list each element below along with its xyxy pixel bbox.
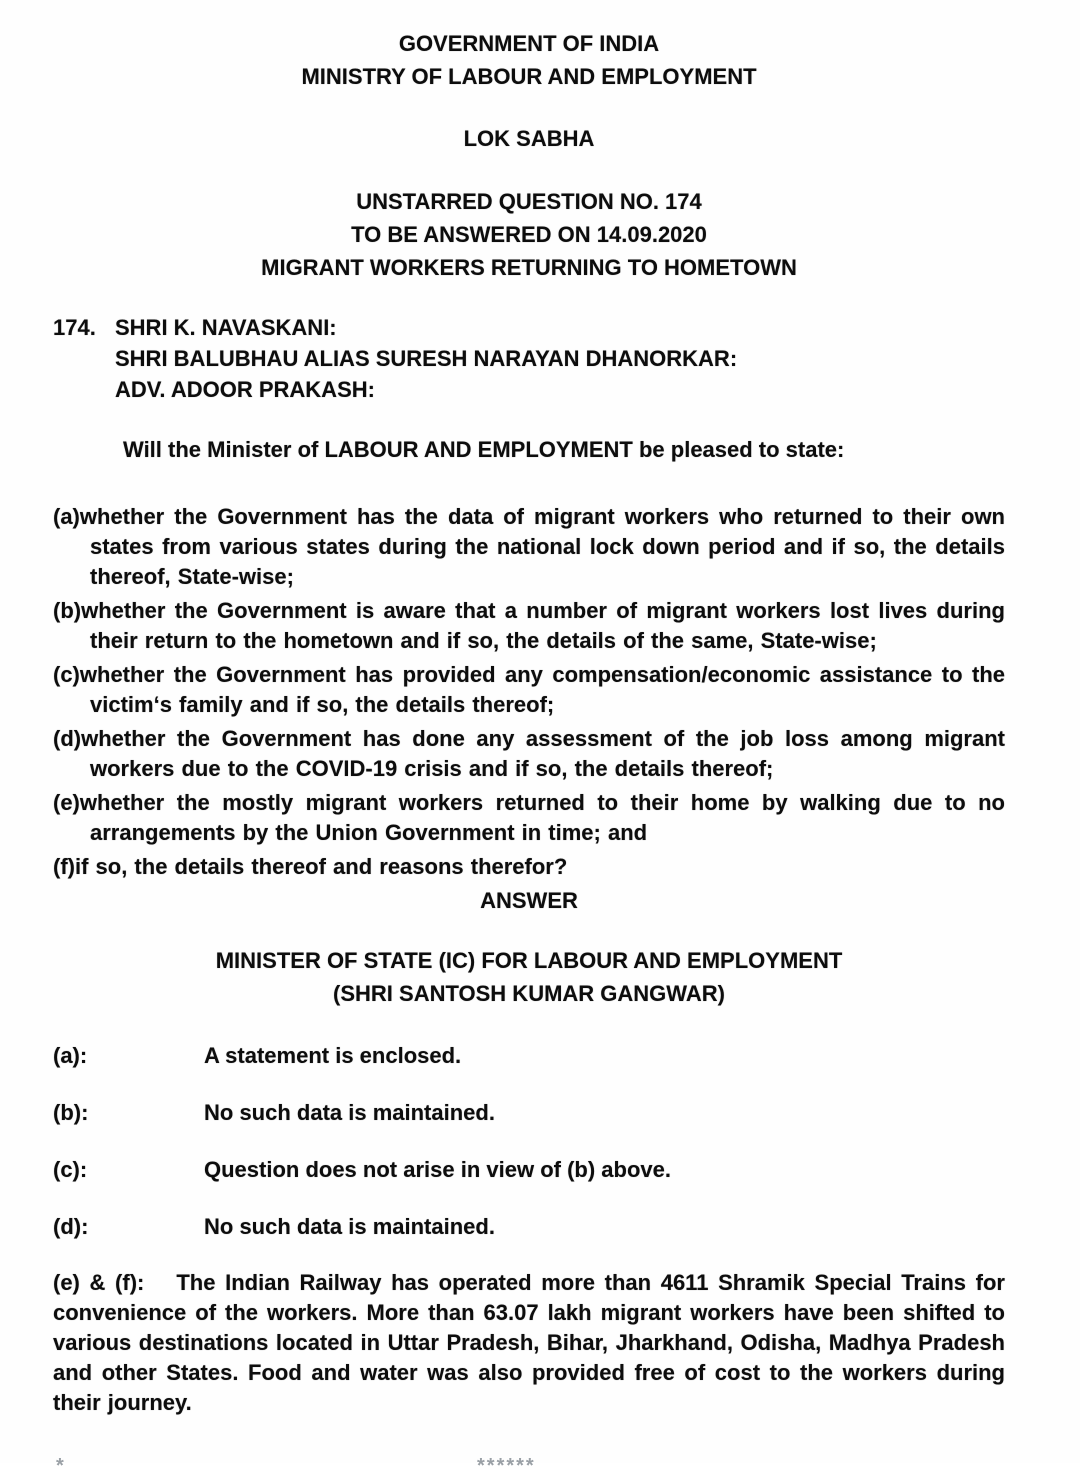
answer-ef-text: The Indian Railway has operated more than 4611 Shramik Special Trains for convenience of the workers. More than 63.07 lakh migrant workers have been shifted to various destinations located in Uttar Pradesh, Bihar, Jharkhand, Odisha, Madhya Pradesh and other States. Food and water was also provided free of cost to the workers during their journey. <box>53 1270 1005 1415</box>
document-header <box>53 0 1005 284</box>
answer-text: Question does not arise in view of (b) above. <box>204 1157 671 1182</box>
answer-ef-paragraph <box>53 1268 1005 1418</box>
answers-list <box>53 1040 1005 1242</box>
member-row <box>53 312 1005 343</box>
minister-block <box>53 944 1005 1010</box>
minister-title: MINISTER OF STATE (IC) FOR LABOUR AND EMPLOYMENT <box>215 948 843 973</box>
member-row: SHRI BALUBHAU ALIAS SURESH NARAYAN DHANORKAR: <box>115 346 738 371</box>
question-label: (a) <box>53 504 80 529</box>
answer-row <box>53 1154 1005 1185</box>
question-text: whether the Government has provided any compensation/economic assistance to the victim‘s family and if so, the details thereof; <box>79 662 1005 717</box>
member-row: ADV. ADOOR PRAKASH: <box>115 377 375 402</box>
minister-name: (SHRI SANTOSH KUMAR GANGWAR) <box>333 981 725 1006</box>
question-text: whether the Government has done any assessment of the job loss among migrant workers due to the COVID-19 crisis and if so, the details thereof; <box>81 726 1005 781</box>
questions-list <box>53 502 1005 882</box>
answer-label: (c): <box>53 1157 88 1182</box>
answer-row <box>53 1097 1005 1128</box>
question-label: (b) <box>53 598 82 623</box>
answer-row <box>53 1211 1005 1242</box>
answer-heading: ANSWER <box>480 888 578 913</box>
member-name: SHRI K. NAVASKANI: <box>115 315 337 340</box>
question-label: (d) <box>53 726 82 751</box>
question-item <box>53 788 1005 848</box>
question-label: (c) <box>53 662 80 687</box>
header-subject-line: MIGRANT WORKERS RETURNING TO HOMETOWN <box>261 255 797 280</box>
page-bottom-center-marks: ****** <box>477 1455 536 1477</box>
answer-ef-label: (e) & (f): <box>53 1270 145 1295</box>
question-item <box>53 596 1005 656</box>
answer-label: (b): <box>53 1100 89 1125</box>
question-label: (e) <box>53 790 80 815</box>
question-text: whether the Government has the data of migrant workers who returned to their own states from various states during the national lock down period and if so, the details thereof, State-wise; <box>79 504 1005 589</box>
question-text: whether the mostly migrant workers returned to their home by walking due to no arrangements by the Union Government in time; and <box>79 790 1005 845</box>
members-list <box>53 312 1005 405</box>
answer-row <box>53 1040 1005 1071</box>
question-text: whether the Government is aware that a number of migrant workers lost lives during their return to the hometown and if so, the details of the same, State-wise; <box>81 598 1005 653</box>
header-government-line: GOVERNMENT OF INDIA <box>398 31 660 56</box>
header-answer-date-line: TO BE ANSWERED ON 14.09.2020 <box>351 222 707 247</box>
header-house-line: LOK SABHA <box>463 126 595 151</box>
question-item <box>53 852 1005 882</box>
preamble-line: Will the Minister of LABOUR AND EMPLOYMENT be pleased to state: <box>123 437 845 462</box>
question-text: if so, the details thereof and reasons therefor? <box>74 854 568 879</box>
answer-label: (d): <box>53 1214 89 1239</box>
answer-label: (a): <box>53 1043 88 1068</box>
header-ministry-line: MINISTRY OF LABOUR AND EMPLOYMENT <box>301 64 757 89</box>
question-item <box>53 660 1005 720</box>
header-question-block <box>53 185 1005 284</box>
answer-text: No such data is maintained. <box>204 1100 495 1125</box>
question-item <box>53 502 1005 592</box>
question-number: 174. <box>53 315 96 340</box>
answer-text: A statement is enclosed. <box>204 1043 462 1068</box>
answer-text: No such data is maintained. <box>204 1214 495 1239</box>
question-item <box>53 724 1005 784</box>
header-question-number-line: UNSTARRED QUESTION NO. 174 <box>356 189 702 214</box>
page-bottom-left-mark: * <box>56 1455 64 1477</box>
question-label: (f) <box>53 854 75 879</box>
